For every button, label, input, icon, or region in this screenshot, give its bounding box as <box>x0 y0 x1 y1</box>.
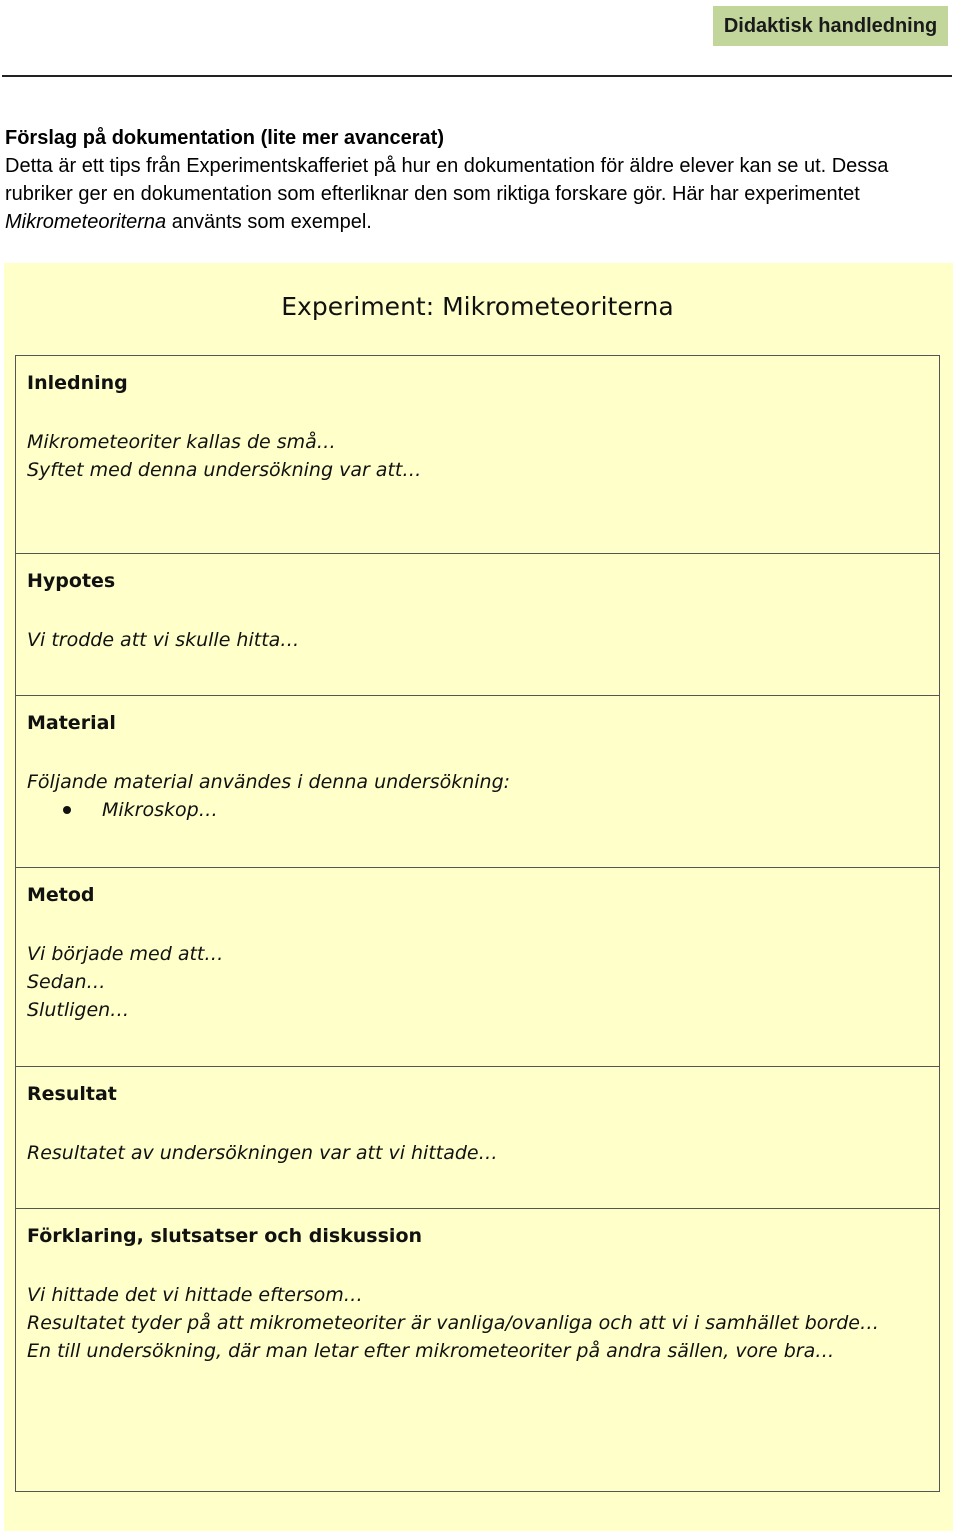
section-inledning <box>15 355 940 554</box>
section-line: Syftet med denna undersökning var att… <box>27 459 422 481</box>
section-line: Vi började med att… <box>27 943 224 965</box>
intro-line-1: Detta är ett tips från Experimentskafferiet på hur en dokumentation för äldre elever kan se ut. Dessa <box>5 155 889 177</box>
section-line: En till undersökning, där man letar efter mikrometeoriter på andra sällen, vore bra… <box>27 1340 835 1362</box>
section-heading: Förklaring, slutsatser och diskussion <box>27 1225 423 1247</box>
section-line: Vi hittade det vi hittade eftersom… <box>27 1284 363 1306</box>
section-line: Slutligen… <box>27 999 130 1021</box>
section-line: Följande material användes i denna undersökning: <box>27 771 511 793</box>
section-material <box>15 695 940 868</box>
bullet-item: Mikroskop… <box>27 796 510 824</box>
section-line: Sedan… <box>27 971 106 993</box>
section-line: Vi trodde att vi skulle hitta… <box>27 629 300 651</box>
section-heading: Hypotes <box>27 570 116 592</box>
section-heading: Metod <box>27 884 95 906</box>
section-line: Resultatet av undersökningen var att vi hittade… <box>27 1142 498 1164</box>
intro-line-3 <box>5 208 950 236</box>
intro-block <box>5 124 950 236</box>
section-resultat <box>15 1066 940 1209</box>
section-tag: Didaktisk handledning <box>713 6 948 46</box>
experiment-title: Experiment: Mikrometeoriterna <box>281 292 674 321</box>
section-line: Mikrometeoriter kallas de små… <box>27 431 336 453</box>
section-metod <box>15 867 940 1067</box>
section-heading: Material <box>27 712 116 734</box>
intro-line-2: rubriker ger en dokumentation som efterliknar den som riktiga forskare gör. Här har experimentet <box>5 183 860 205</box>
section-diskussion <box>15 1208 940 1492</box>
experiment-name: Mikrometeoriterna <box>5 211 167 233</box>
header-divider <box>2 75 952 77</box>
intro-title: Förslag på dokumentation (lite mer avancerat) <box>5 127 444 149</box>
section-heading: Resultat <box>27 1083 117 1105</box>
section-hypotes <box>15 553 940 696</box>
section-line: Resultatet tyder på att mikrometeoriter är vanliga/ovanliga och att vi i samhället borde… <box>27 1312 879 1334</box>
intro-line-3-rest: använts som exempel. <box>166 211 372 233</box>
section-heading: Inledning <box>27 372 128 394</box>
